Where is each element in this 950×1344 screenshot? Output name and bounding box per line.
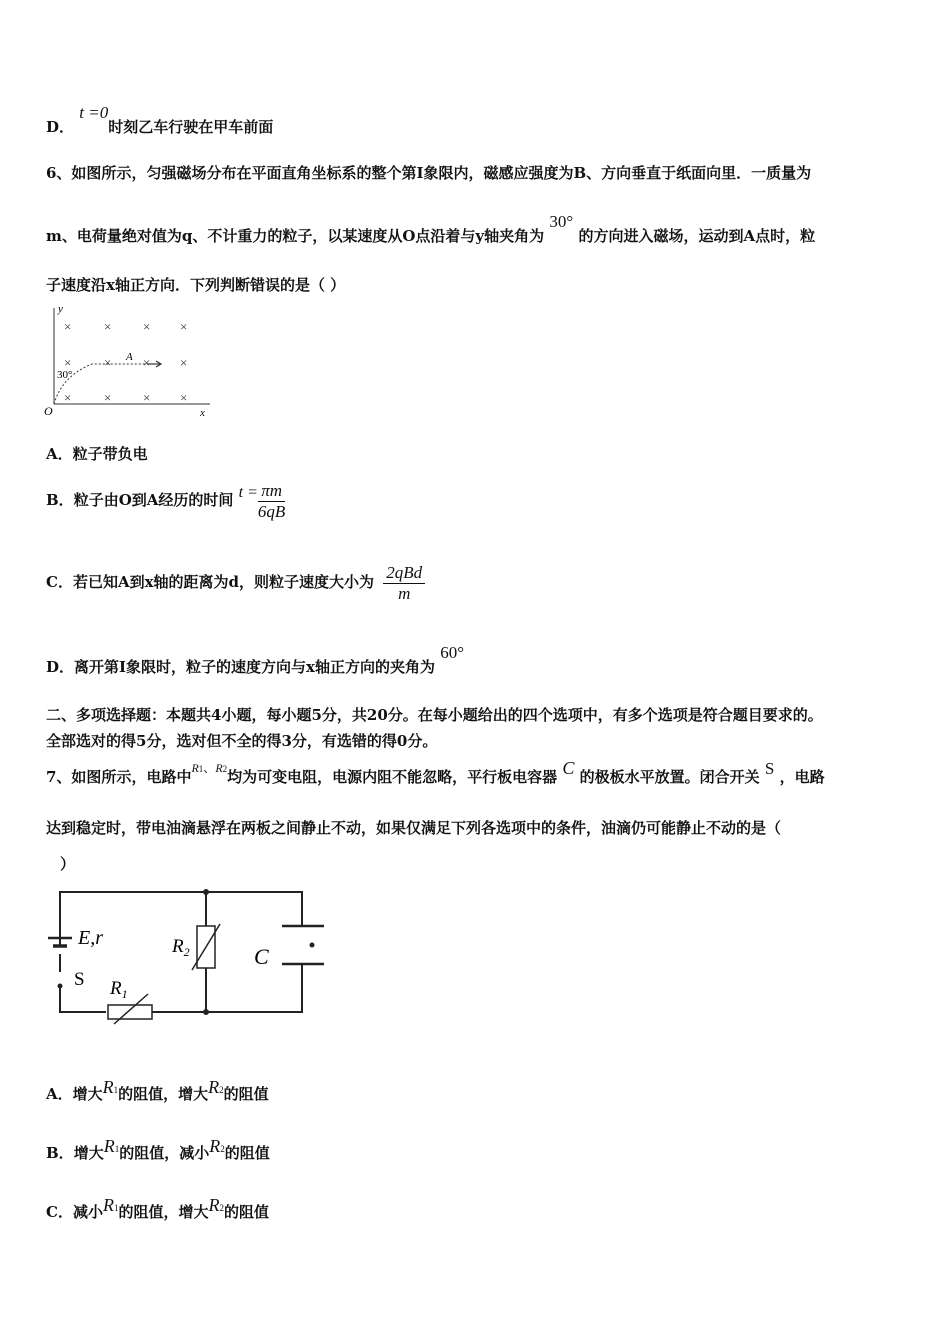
section2-line2: 全部选对的得5分，选对但不全的得3分，有选错的得0分。 (46, 732, 438, 750)
option-text: 若已知A到x轴的距离为d，则粒子速度大小为 (72, 573, 375, 591)
option-label: B． (46, 491, 74, 509)
angle-60: 60° (440, 643, 465, 662)
q7-stem-text-2: 均为可变电阻，电源内阻不能忽略，平行板电容器 (227, 768, 558, 786)
math-t0: t =0 (79, 103, 109, 122)
svg-text:×: × (180, 319, 188, 334)
option-text-2: 的阻值，增大 (118, 1203, 209, 1221)
q7-stem-text: 7、如图所示，电路中 (46, 768, 192, 786)
section2-line1: 二、多项选择题：本题共4小题，每小题5分，共20分。在每小题给出的四个选项中，有多个选项是符合题目要求的。 (46, 706, 823, 724)
q7-stem-text-4: ，电路 (779, 768, 825, 786)
circuit-figure (44, 884, 344, 1029)
math-t-equals: t = (238, 484, 258, 501)
option-text: 粒子由O到A经历的时间 (73, 491, 234, 509)
option-label: A． (46, 1085, 73, 1103)
option-text: 增大 (72, 1085, 103, 1103)
q6-stem-line3: 子速度沿x轴正方向．下列判断错误的是（ ） (46, 276, 346, 294)
oil-drop (310, 943, 315, 948)
option-label: B． (46, 1144, 74, 1162)
label-r1: $R_1$ (110, 978, 128, 1001)
option-label: A． (46, 445, 73, 463)
fraction-speed: $\frac{\text{2qBd}}{m}$ (383, 563, 425, 604)
q7-option-a: A．增大R1的阻值，增大R2的阻值 (46, 1077, 269, 1103)
q6-option-c (46, 560, 425, 604)
fig-x-label: x (200, 407, 205, 419)
q6-option-b (46, 480, 285, 522)
option-label: C． (46, 1203, 73, 1221)
r1-resistor (108, 1005, 152, 1019)
svg-text:×: × (143, 355, 151, 370)
svg-text:×: × (143, 319, 151, 334)
math-c: C (562, 758, 575, 778)
svg-text:×: × (104, 390, 112, 405)
option-text-3: 的阻值 (223, 1203, 269, 1221)
label-s: S (74, 969, 85, 990)
q7-stem-line1: 7、如图所示，电路中$^{R1、R2}$均为可变电阻，电源内阻不能忽略，平行板电容器 C 的极板水平放置。闭合开关 S ，电路 (46, 758, 825, 786)
math-s: S (764, 759, 775, 778)
svg-text:×: × (64, 355, 72, 370)
svg-text:×: × (104, 355, 112, 370)
option-text: 增大 (73, 1144, 104, 1162)
q6-option-d (46, 643, 465, 677)
fig-y-label: y (58, 303, 63, 315)
magnetic-field-figure (40, 300, 215, 420)
fig-angle-label: 30° (57, 369, 73, 381)
svg-text:×: × (143, 390, 151, 405)
q7-stem-line3: ） (60, 855, 76, 873)
option-text-3: 的阻值 (224, 1144, 270, 1162)
q5-option-d (46, 103, 274, 137)
q6-stem-text-2: 的方向进入磁场，运动到A点时，粒 (578, 227, 816, 245)
option-text-2: 的阻值，增大 (118, 1085, 209, 1103)
option-label: D． (46, 118, 75, 136)
option-label: C． (46, 573, 73, 591)
option-text: 减小 (72, 1203, 103, 1221)
option-text: 粒子带负电 (72, 445, 148, 463)
q7-stem-text-3: 的极板水平放置。闭合开关 (579, 768, 760, 786)
q6-stem-line2 (46, 212, 816, 246)
q7-stem-line2: 达到稳定时，带电油滴悬浮在两板之间静止不动，如果仅满足下列各选项中的条件，油滴仍可能静止不动的是（ (46, 819, 782, 837)
q6-stem-line1: 6、如图所示，匀强磁场分布在平面直角坐标系的整个第Ⅰ象限内，磁感应强度为B、方向垂直于纸面向里．一质量为 (46, 164, 812, 182)
q7-option-c: C．减小R1的阻值，增大R2的阻值 (46, 1195, 269, 1221)
option-text: 时刻乙车行驶在甲车前面 (108, 118, 274, 136)
switch-contact (58, 984, 63, 989)
svg-text:×: × (64, 319, 72, 334)
fraction-time: $\frac{\pi m}{6qB}$ (257, 480, 286, 521)
q7-option-b: B．增大R1的阻值，减小R2的阻值 (46, 1136, 270, 1162)
q6-angle: 30° (549, 212, 574, 231)
fig-o-label: O (44, 404, 53, 418)
svg-text:×: × (104, 319, 112, 334)
svg-text:×: × (64, 390, 72, 405)
svg-text:×: × (180, 390, 188, 405)
svg-text:×: × (180, 355, 188, 370)
fig-a-label: A (126, 351, 133, 363)
option-text-3: 的阻值 (223, 1085, 269, 1103)
q6-stem-text: m、电荷量绝对值为q、不计重力的粒子，以某速度从O点沿着与y轴夹角为 (46, 227, 545, 245)
label-r2: $R_2$ (172, 936, 190, 959)
option-text-2: 的阻值，减小 (119, 1144, 210, 1162)
label-er: E,r (78, 927, 103, 949)
option-label: D． (46, 658, 75, 676)
label-c: C (254, 944, 269, 969)
option-text: 离开第Ⅰ象限时，粒子的速度方向与x轴正方向的夹角为 (74, 658, 435, 676)
q6-option-a (46, 443, 148, 464)
